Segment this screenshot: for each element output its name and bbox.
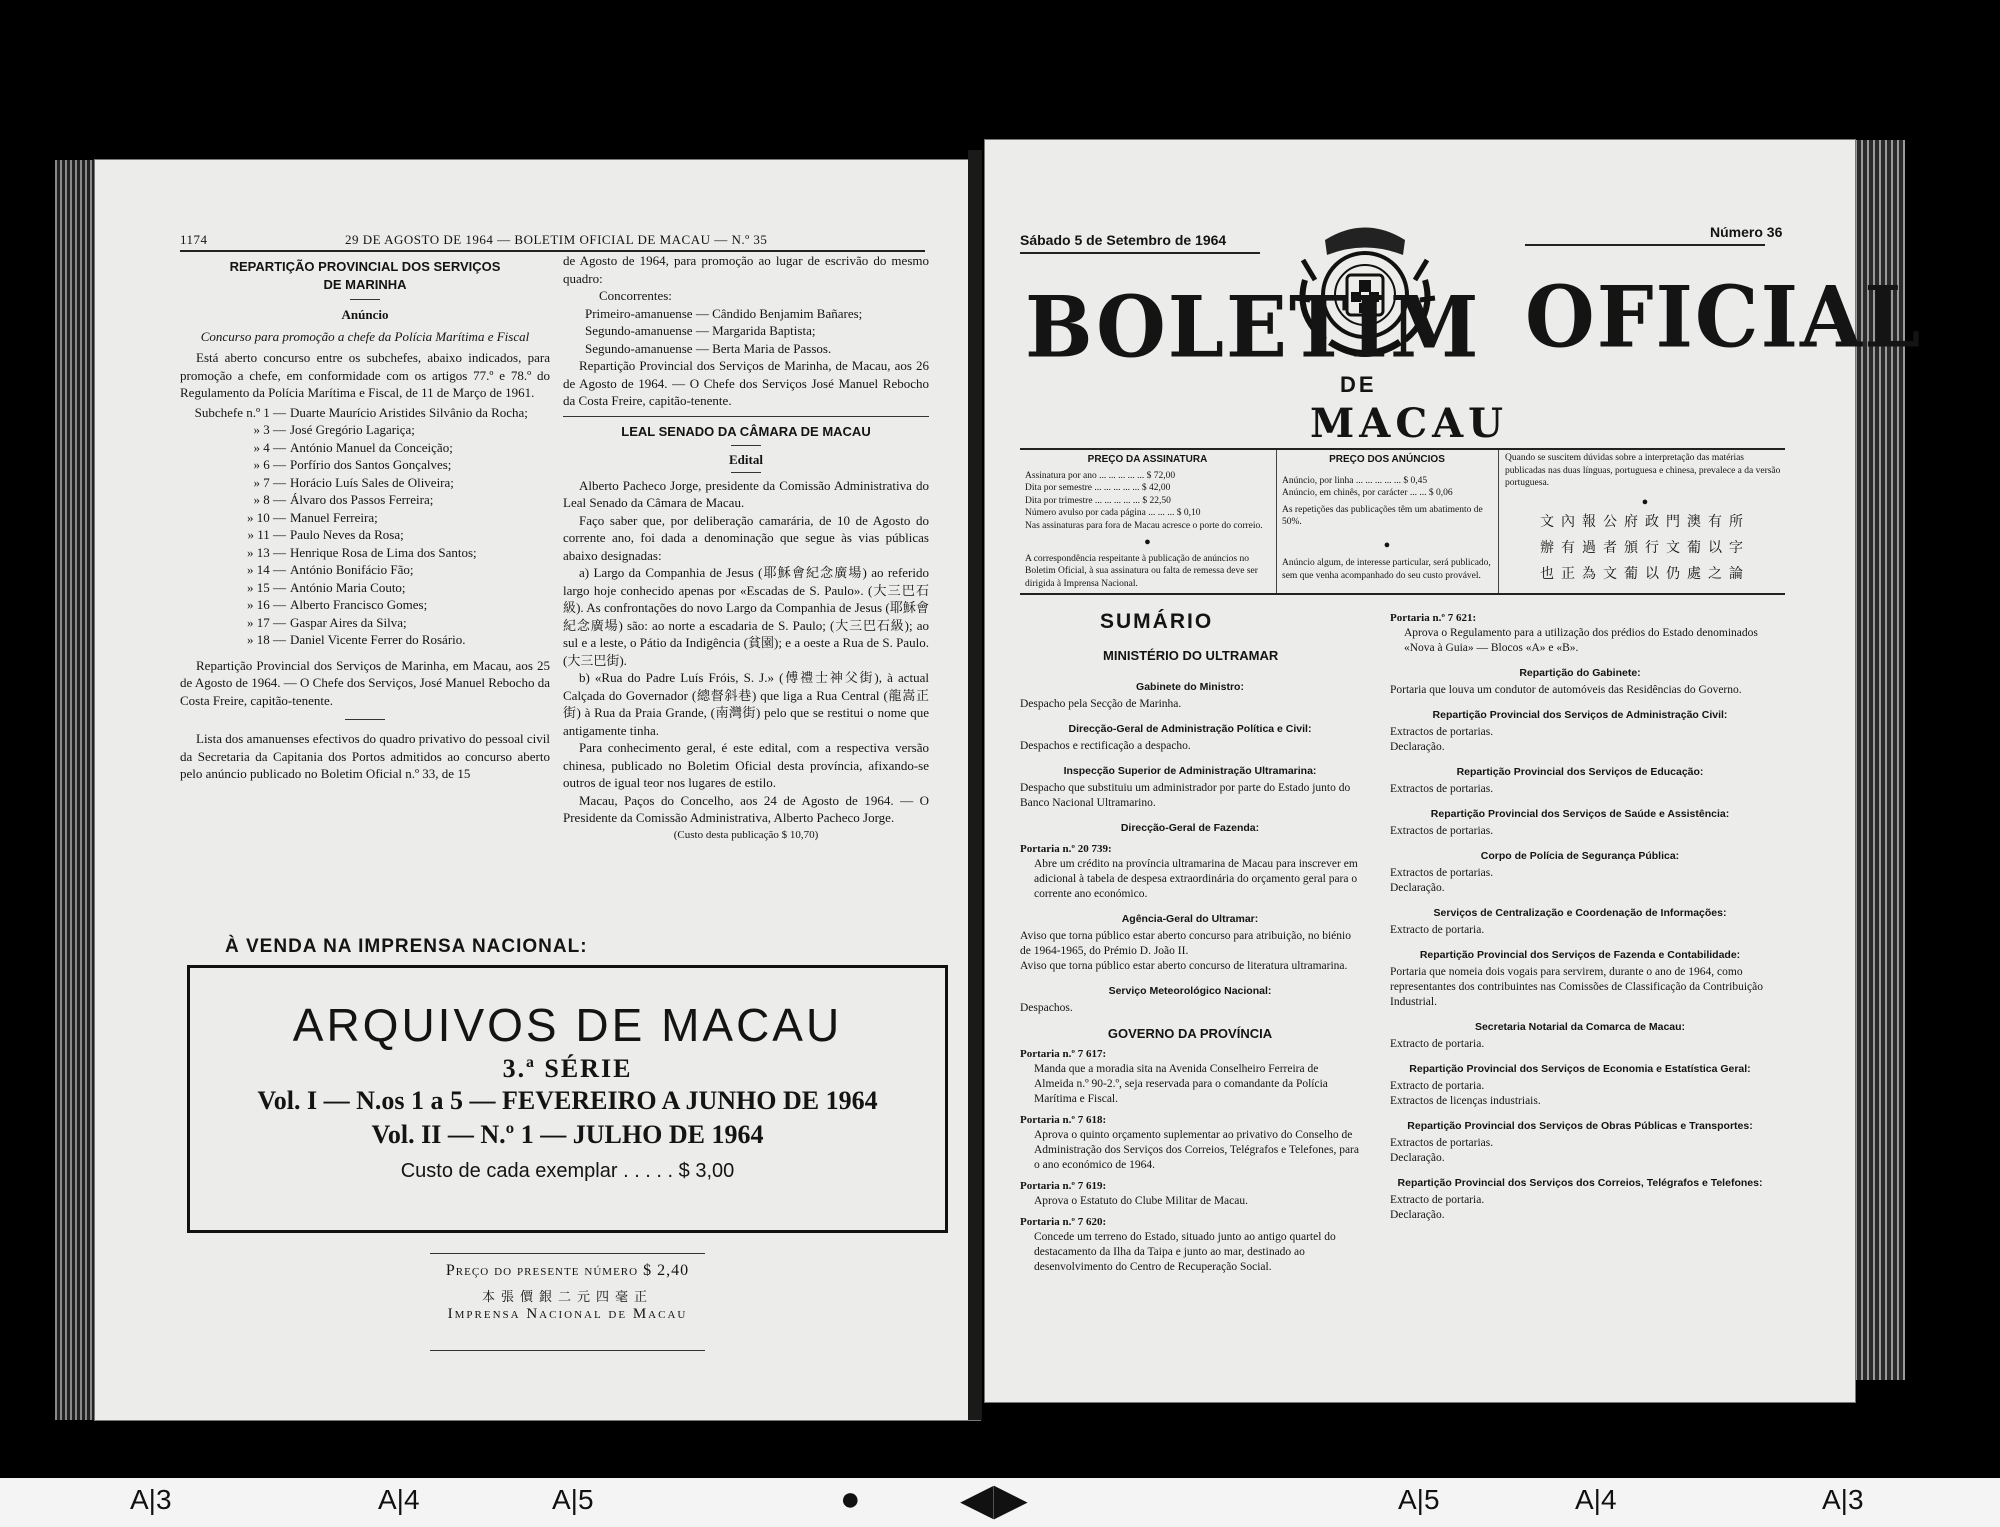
sumario-section-heading: Inspecção Superior de Administração Ultramarina: [1063, 765, 1317, 777]
anuncios-rows [1282, 475, 1492, 500]
sumario-entry: Declaração. [1390, 1209, 1445, 1221]
title-oficial: OFICIAL [1525, 267, 1923, 367]
sumario-entry: Extracto de portaria. [1390, 1038, 1485, 1050]
sumario-col-2 [1390, 605, 1770, 1223]
divider [731, 445, 761, 446]
list-item-name: Alberto Francisco Gomes; [290, 597, 428, 612]
portaria-description: Aprova o quinto orçamento suplementar ao privativo do Conselho de Administração dos Serviços dos Correios, Telégrafos e Telefones, para o ano económico de 1964. [1034, 1129, 1359, 1171]
sumario-section-heading: Repartição do Gabinete: [1519, 667, 1641, 679]
chinese-line: 文內報公府政門澳有所 [1540, 515, 1750, 530]
list-item-name: José Gregório Lagariça; [290, 422, 415, 437]
price-rule-bottom [430, 1350, 705, 1351]
list-item [180, 456, 550, 474]
portaria-description: Concede um terreno do Estado, situado junto ao antigo quartel do destacamento da Ilha da Taipa e junto ao mar, destinado ao desenvolvimento do Centro de Recuperação Social. [1034, 1231, 1336, 1273]
anuncios-heading: PREÇO DOS ANÚNCIOS [1329, 454, 1445, 465]
price-box-bottom [1020, 593, 1785, 595]
bullet-icon: ● [1144, 536, 1151, 548]
chinese-line: 辦有過者頒行文葡以字 [1540, 541, 1750, 556]
concurso-subtitle: Concurso para promoção a chefe da Polícia Marítima e Fiscal [200, 328, 530, 344]
list-item [180, 544, 550, 562]
edital-p3: a) Largo da Companhia de Jesus (耶穌會紀念廣場) ao referido largo hoje conhecido apenas por «Escadas de S. Paulo». (大三巴石級). As confrontações do novo Largo da Companhia de Jesus (耶穌會紀念廣場) são: ao norte a escadaria de S. Paulo; (大三巴石級); ao sul e a leste, o Pátio da Indigência (貧園); e a oeste a Rua de S. Paulo. (大三巴街). [563, 565, 929, 668]
list-item [180, 439, 550, 457]
list-item-number: » 14 — [247, 562, 286, 577]
anuncios-note-1: As repetições das publicações têm um abatimento de 50%. [1282, 504, 1483, 527]
lingua-chinese [1505, 510, 1785, 588]
sumario-heading: SUMÁRIO [1100, 610, 1214, 633]
sale-heading: À VENDA NA IMPRENSA NACIONAL: [225, 936, 588, 957]
assinatura-rows [1025, 470, 1270, 520]
film-marker: A|5 [552, 1484, 594, 1515]
ad-series: 3.ª SÉRIE [502, 1054, 633, 1083]
sumario-section-heading: Serviços de Centralização e Coordenação de Informações: [1433, 907, 1727, 919]
anuncios-box [1282, 454, 1492, 582]
portaria-label: Portaria n.º 20 739: [1020, 843, 1112, 855]
concorrentes-list [563, 305, 929, 358]
list-item: Segundo-amanuense — Margarida Baptista; [585, 323, 816, 338]
list-item-name: Manuel Ferreira; [290, 509, 378, 525]
issue-date: Sábado 5 de Setembro de 1964 [1020, 232, 1227, 248]
price-line: Preço do presente número $ 2,40 [445, 1262, 690, 1279]
amanuenses-cont: de Agosto de 1964, para promoção ao lugar de escrivão do mesmo quadro: [563, 253, 929, 286]
portaria-description: Manda que a moradia sita na Avenida Conselheiro Ferreira de Almeida n.º 90-2.º, seja reservada para o comandante da Polícia Marítima e Fiscal. [1034, 1063, 1328, 1105]
right-page [985, 140, 1923, 1402]
film-marker: A|3 [130, 1484, 172, 1515]
sumario-section-heading: Agência-Geral do Ultramar: [1121, 913, 1259, 925]
list-item: Primeiro-amanuense — Cândido Benjamim Bañares; [585, 305, 863, 321]
list-item-name: Duarte Maurício Aristides Silvânio da Rocha; [290, 404, 528, 420]
sumario-section-heading: Direcção-Geral de Administração Política e Civil: [1068, 723, 1312, 735]
ad-line-1: Vol. I — N.os 1 a 5 — FEVEREIRO A JUNHO DE 1964 [257, 1086, 878, 1115]
sumario-entry: Extractos de portarias. [1390, 867, 1494, 879]
sumario-entry: Despachos e rectificação a despacho. [1020, 740, 1191, 752]
ministerio-heading: MINISTÉRIO DO ULTRAMAR [1103, 648, 1279, 663]
list-item [180, 596, 550, 614]
sumario-section-heading: Repartição Provincial dos Serviços de Administração Civil: [1432, 709, 1728, 721]
film-marker: A|3 [1822, 1484, 1864, 1515]
anuncio-heading: Anúncio [341, 307, 389, 322]
film-marker: A|4 [1575, 1484, 1617, 1515]
sumario-entry: Aviso que torna público estar aberto concurso para atribuição, no biénio de 1964-1965, do Prémio D. João II. [1020, 930, 1351, 957]
list-item [180, 614, 550, 632]
list-item-name: António Manuel da Conceição; [290, 439, 453, 455]
edital-p6: Macau, Paços do Concelho, aos 24 de Agosto de 1964. — O Presidente da Comissão Administrativa, Alberto Pacheco Jorge. [563, 792, 929, 825]
concorrentes-label: Concorrentes: [599, 288, 672, 303]
price-divider-2 [1498, 450, 1499, 593]
anuncios-row: Anúncio, em chinês, por carácter ... ... $ 0,06 [1282, 488, 1453, 498]
lingua-note: Quando se suscitem dúvidas sobre a interpretação das matérias publicadas nas duas línguas, portuguesa e chinesa, prevalece a da versão portuguesa. [1505, 453, 1781, 488]
list-item-name: Horácio Luís Sales de Oliveira; [290, 474, 454, 490]
film-dot-icon: ● [840, 1480, 861, 1518]
list-item-number: » 18 — [247, 632, 286, 647]
list-item-number: » 6 — [253, 457, 286, 472]
price-divider-1 [1276, 450, 1277, 593]
edital-heading: Edital [729, 452, 763, 467]
marinha-closing: Repartição Provincial dos Serviços de Marinha, em Macau, aos 25 de Agosto de 1964. — O Chefe dos Serviços, José Manuel Rebocho da Costa Freire, capitão-tenente. [180, 657, 550, 708]
assinatura-row: Dita por trimestre ... ... ... ... ... $ 22,50 [1025, 495, 1171, 506]
film-marker: A|4 [378, 1484, 420, 1515]
assinatura-heading: PREÇO DA ASSINATURA [1087, 454, 1208, 465]
list-item-number: » 7 — [253, 474, 286, 490]
assinatura-row: Dita por semestre ... ... ... ... ... $ 42,00 [1025, 483, 1171, 493]
sumario-entry: Portaria que louva um condutor de automóveis das Residências do Governo. [1390, 684, 1742, 696]
title-macau: MACAU [1310, 400, 1509, 447]
left-book-edge [55, 160, 95, 1420]
sumario-entry: Extracto de portaria. [1390, 924, 1485, 936]
portaria-label: Portaria n.º 7 621: [1390, 612, 1477, 624]
sumario-section-heading: Secretaria Notarial da Comarca de Macau: [1474, 1021, 1686, 1033]
divider [731, 472, 761, 473]
sumario-entry: Extractos de licenças industriais. [1390, 1095, 1541, 1107]
list-item-name: António Bonifácio Fão; [290, 562, 414, 577]
divider [563, 416, 929, 417]
price-rule-top [430, 1253, 705, 1254]
portaria-label: Portaria n.º 7 620: [1020, 1216, 1107, 1228]
portaria-label: Portaria n.º 7 618: [1020, 1114, 1107, 1126]
list-item-name: Daniel Vicente Ferrer do Rosário. [290, 632, 466, 647]
assinatura-note-1: Nas assinaturas para fora de Macau acresce o porte do correio. [1025, 520, 1263, 531]
imprensa-line: Imprensa Nacional de Macau [447, 1306, 688, 1322]
list-item-number: » 4 — [253, 439, 286, 455]
assinatura-note-2: A correspondência respeitante à publicação de anúncios no Boletim Oficial, à sua assinatura ou falta de remessa deve ser dirigida à Imprensa Nacional. [1025, 553, 1258, 589]
divider [345, 719, 385, 720]
portaria-label: Portaria n.º 7 617: [1020, 1048, 1107, 1060]
running-header: 29 DE AGOSTO DE 1964 — BOLETIM OFICIAL DE MACAU — N.º 35 [345, 232, 768, 247]
number-rule [1525, 244, 1765, 246]
list-item-number: » 17 — [247, 614, 286, 630]
list-item-name: Álvaro dos Passos Ferreira; [290, 492, 434, 507]
list-item-number: » 13 — [247, 544, 286, 560]
marinha-closing-2: Repartição Provincial dos Serviços de Marinha, de Macau, aos 26 de Agosto de 1964. — O Chefe dos Serviços José Manuel Rebocho da Costa Freire, capitão-tenente. [563, 358, 929, 408]
list-item [180, 509, 550, 527]
bullet-icon: ● [1641, 495, 1649, 508]
edital-p4: b) «Rua do Padre Luís Fróis, S. J.» (傅禮士神父街), à actual Calçada do Governador (總督斜巷) que liga a Rua Central (龍嵩正街) à Rua da Praia Grande, (南灣街) pelo que se restitui o nome que antigamente tinha. [563, 670, 929, 738]
portaria-description: Abre um crédito na província ultramarina de Macau para inscrever em adicional à tabela de despesa extraordinária do orçamento geral para o corrente ano económico. [1034, 858, 1358, 900]
left-page [95, 160, 980, 1420]
sumario-section-heading: Serviço Meteorológico Nacional: [1108, 985, 1272, 997]
list-item: Segundo-amanuense — Berta Maria de Passos. [585, 340, 832, 356]
sumario-section-heading: Gabinete do Ministro: [1136, 681, 1244, 693]
sumario-entry: Extractos de portarias. [1390, 726, 1494, 738]
price-box-top [1020, 448, 1785, 450]
sumario-section-heading: Repartição Provincial dos Serviços de Economia e Estatística Geral: [1409, 1063, 1751, 1075]
sumario-entry: Despachos. [1020, 1002, 1073, 1014]
book-spine [968, 150, 982, 1420]
left-column-1 [180, 258, 550, 783]
list-item-number: » 8 — [253, 492, 286, 507]
sumario-section-heading: Repartição Provincial dos Serviços de Obras Públicas e Transportes: [1407, 1120, 1753, 1132]
list-item [180, 491, 550, 509]
list-item-number: » 16 — [247, 597, 286, 612]
lingua-box [1505, 452, 1785, 588]
sumario-entry: Despacho que substituiu um administrador por parte do Estado junto do Banco Nacional Ultramarino. [1020, 782, 1351, 809]
sumario-section-heading: Repartição Provincial dos Serviços de Fazenda e Contabilidade: [1419, 949, 1741, 961]
title-boletim: BOLETIM [1025, 277, 1481, 377]
sumario-section-heading: Direcção-Geral de Fazenda: [1120, 822, 1260, 834]
divider [350, 299, 380, 300]
sumario-section-heading: Repartição Provincial dos Serviços dos Correios, Telégrafos e Telefones: [1397, 1177, 1763, 1189]
sumario-entry: Extracto de portaria. [1390, 1080, 1485, 1092]
assinatura-row: Número avulso por cada página ... ... ... $ 0,10 [1025, 508, 1201, 518]
list-item-number: » 3 — [253, 422, 286, 437]
assinatura-row: Assinatura por ano ... ... ... ... ... $ 72,00 [1025, 470, 1176, 481]
edital-p1: Alberto Pacheco Jorge, presidente da Comissão Administrativa do Leal Senado da Câmara de Macau. [563, 477, 929, 510]
edital-p2: Faço saber que, por deliberação camarária, de 10 de Agosto do corrente ano, foi dada a denominação que segue às vias públicas abaixo designadas: [563, 512, 929, 563]
leal-senado-heading: LEAL SENADO DA CÂMARA DE MACAU [621, 423, 871, 439]
sumario-entry: Despacho pela Secção de Marinha. [1020, 698, 1182, 710]
issue-number: Número 36 [1710, 224, 1783, 240]
sumario-entry: Extractos de portarias. [1390, 783, 1494, 795]
list-item [180, 421, 550, 439]
price-chinese: 本張價銀二元四毫正 [481, 1289, 653, 1304]
list-item [180, 526, 550, 544]
list-item [180, 631, 550, 649]
portaria-description: Aprova o Estatuto do Clube Militar de Macau. [1034, 1195, 1248, 1207]
film-triangles-icon: ◀▶ [960, 1475, 1028, 1524]
marinha-heading: REPARTIÇÃO PROVINCIAL DOS SERVIÇOS DE MARINHA [229, 259, 501, 292]
list-item [180, 404, 550, 422]
list-item-number: Subchefe n.º 1 — [194, 404, 286, 420]
ad-line-2: Vol. II — N.º 1 — JULHO DE 1964 [371, 1120, 764, 1149]
edital-cost: (Custo desta publicação $ 10,70) [673, 828, 819, 841]
sumario-entry: Extractos de portarias. [1390, 1137, 1494, 1149]
sumario-entry: Declaração. [1390, 1152, 1445, 1164]
sumario-section-heading: Corpo de Polícia de Segurança Pública: [1480, 850, 1680, 862]
sumario-col-1 [1020, 670, 1360, 1275]
list-item [180, 561, 550, 579]
list-item-name: Henrique Rosa de Lima dos Santos; [290, 544, 477, 560]
list-item-number: » 11 — [247, 527, 286, 542]
list-item-name: Paulo Neves da Rosa; [290, 527, 404, 542]
concurso-intro: Está aberto concurso entre os subchefes, abaixo indicados, para promoção a chefe, em conformidade com os artigos 77.º e 78.º do Regulamento da Polícia Marítima e Fiscal, de 11 de Março de 1961. [180, 350, 550, 400]
chinese-line: 也正為文葡以仍處之論 [1540, 567, 1750, 582]
subchefe-list [180, 404, 550, 649]
anuncios-row: Anúncio, por linha ... ... ... ... ... $ 0,45 [1282, 475, 1428, 486]
sumario-entry: Extractos de portarias. [1390, 825, 1494, 837]
arquivos-ad-box [187, 965, 948, 1233]
date-rule [1020, 252, 1260, 254]
amanuenses-intro: Lista dos amanuenses efectivos do quadro privativo do pessoal civil da Secretaria da Capitania dos Portos admitidos ao concurso aberto pelo anúncio publicado no Boletim Oficial n.º 33, de 15 [180, 731, 550, 781]
left-column-2 [563, 252, 929, 844]
edital-p5: Para conhecimento geral, é este edital, com a respectiva versão chinesa, publicado no Boletim Oficial desta província, afixando-se outros de igual teor nos lugares de estilo. [563, 740, 929, 790]
sumario-entry: Aviso que torna público estar aberto concurso de literatura ultramarina. [1020, 960, 1348, 972]
film-marker: A|5 [1398, 1484, 1440, 1515]
list-item-number: » 10 — [247, 509, 286, 525]
sumario-major-heading: GOVERNO DA PROVÍNCIA [1107, 1026, 1273, 1041]
sumario-section-heading: Repartição Provincial dos Serviços de Saúde e Assistência: [1430, 808, 1730, 820]
ad-title: ARQUIVOS DE MACAU [292, 999, 843, 1051]
portaria-description: Aprova o Regulamento para a utilização dos prédios do Estado denominados «Nova à Guia» — Blocos «A» e «B». [1404, 627, 1758, 654]
title-de: DE [1340, 372, 1377, 397]
list-item-number: » 15 — [247, 579, 286, 595]
assinatura-box [1025, 454, 1270, 590]
sumario-section-heading: Repartição Provincial dos Serviços de Educação: [1456, 766, 1704, 778]
sumario-entry: Extracto de portaria. [1390, 1194, 1485, 1206]
list-item-name: Gaspar Aires da Silva; [290, 614, 407, 630]
page-number: 1174 [180, 232, 208, 247]
list-item [180, 579, 550, 597]
ad-cost: Custo de cada exemplar . . . . . $ 3,00 [400, 1160, 735, 1182]
film-marker-strip [0, 1475, 2000, 1527]
anuncios-note-2: Anúncio algum, de interesse particular, será publicado, sem que venha acompanhado do seu custo provável. [1282, 558, 1491, 581]
bullet-icon: ● [1383, 538, 1391, 551]
list-item [180, 474, 550, 492]
list-item-name: António Maria Couto; [290, 579, 406, 595]
sumario-entry: Portaria que nomeia dois vogais para servirem, durante o ano de 1964, como representantes dos contribuintes nas Comissões de Classificação da Contribuição Industrial. [1390, 966, 1764, 1008]
list-item-name: Porfírio dos Santos Gonçalves; [290, 457, 452, 472]
sumario-entry: Declaração. [1390, 741, 1445, 753]
sumario-entry: Declaração. [1390, 882, 1445, 894]
portaria-label: Portaria n.º 7 619: [1020, 1180, 1107, 1192]
